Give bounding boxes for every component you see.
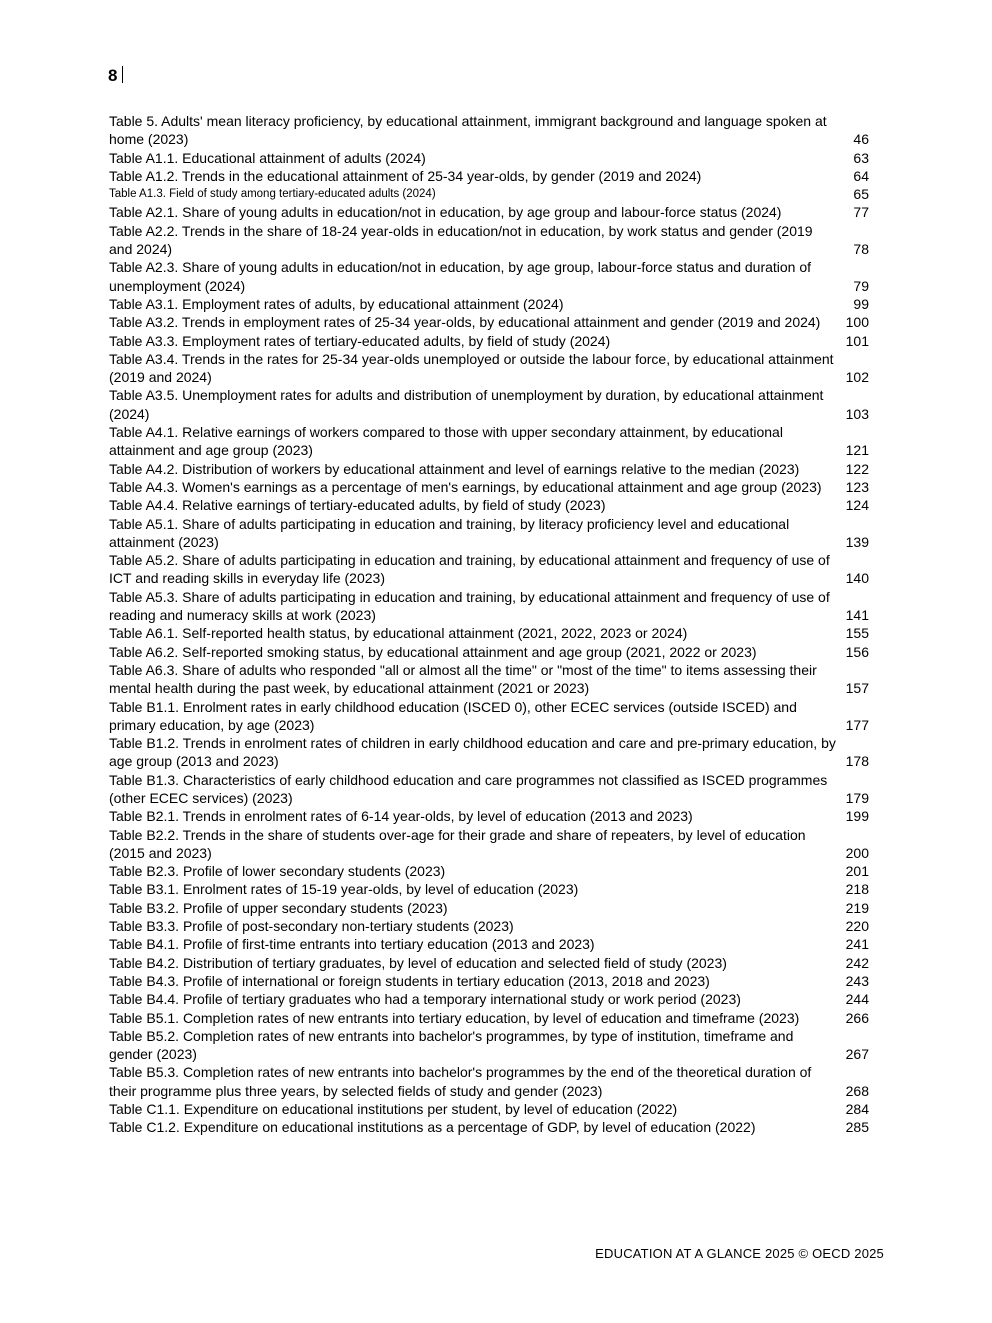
toc-entry-title: Table B4.2. Distribution of tertiary graduates, by level of education and selected field of study (2023): [109, 954, 727, 971]
toc-entry[interactable]: [109, 624, 869, 642]
toc-entry-page-number: 102: [845, 369, 869, 386]
toc-entry[interactable]: [109, 862, 869, 880]
toc-entry-page-number: 121: [845, 442, 869, 459]
toc-entry-title: Table C1.2. Expenditure on educational institutions as a percentage of GDP, by level of education (2022): [109, 1119, 756, 1136]
toc-entry-title: Table A4.4. Relative earnings of tertiary-educated adults, by field of study (2023): [109, 497, 606, 514]
toc-entry-title: Table B4.3. Profile of international or foreign students in tertiary education (2013, 2018 and 2023): [109, 972, 710, 989]
toc-entry-title: Table A5.2. Share of adults participating in education and training, by educational attainment and frequency of use of ICT and reading skills in everyday life (2023): [109, 552, 830, 587]
toc-entry-title: Table A3.1. Employment rates of adults, by educational attainment (2024): [109, 295, 564, 312]
toc-entry[interactable]: [109, 222, 869, 259]
toc-entry-page-number: 122: [845, 460, 869, 477]
toc-entry-page-number: 219: [845, 899, 869, 916]
toc-entry[interactable]: [109, 880, 869, 898]
toc-entry-page-number: 244: [845, 991, 869, 1008]
toc-entry[interactable]: [109, 350, 869, 387]
toc-entry[interactable]: [109, 1027, 869, 1064]
toc-entry-title: Table A3.5. Unemployment rates for adults and distribution of unemployment by duration, by educational attainment (2024): [109, 387, 824, 422]
toc-entry-title: Table B2.1. Trends in enrolment rates of 6-14 year-olds, by level of education (2013 and 2023): [109, 808, 693, 825]
toc-entry-page-number: 140: [845, 570, 869, 587]
toc-entry-title: Table B4.4. Profile of tertiary graduates who had a temporary international study or work period (2023): [109, 991, 741, 1008]
toc-entry-title: Table B3.3. Profile of post-secondary non-tertiary students (2023): [109, 918, 514, 935]
toc-entry-page-number: 99: [853, 295, 869, 312]
toc-entry[interactable]: [109, 1118, 869, 1136]
toc-entry-title: Table A1.2. Trends in the educational attainment of 25-34 year-olds, by gender (2019 and 2024): [109, 167, 702, 184]
toc-entry[interactable]: [109, 734, 869, 771]
toc-entry-page-number: 103: [845, 405, 869, 422]
toc-entry-title: Table B5.2. Completion rates of new entrants into bachelor's programmes, by type of institution, timeframe and gender (2023): [109, 1027, 794, 1063]
toc-entry-page-number: 65: [853, 186, 869, 203]
toc-entry-page-number: 267: [845, 1046, 869, 1063]
toc-entry-page-number: 266: [845, 1009, 869, 1026]
toc-entry[interactable]: [109, 935, 869, 953]
toc-entry[interactable]: [109, 203, 869, 221]
toc-entry-title: Table A1.3. Field of study among tertiary-educated adults (2024): [109, 188, 436, 201]
toc-entry-title: Table B3.2. Profile of upper secondary students (2023): [109, 899, 448, 916]
toc-entry[interactable]: [109, 1063, 869, 1100]
toc-entry[interactable]: [109, 478, 869, 496]
toc-entry[interactable]: [109, 990, 869, 1008]
toc-entry-page-number: 179: [845, 789, 869, 806]
toc-entry-title: Table A6.2. Self-reported smoking status, by educational attainment and age group (2021, 2022 or 2023): [109, 643, 757, 660]
toc-entry[interactable]: [109, 771, 869, 808]
toc-entry-title: Table B1.1. Enrolment rates in early childhood education (ISCED 0), other ECEC services (outside ISCED) and primary education, by age (2023): [109, 698, 797, 733]
toc-entry[interactable]: [109, 551, 869, 588]
toc-entry-page-number: 139: [845, 533, 869, 550]
toc-entry[interactable]: [109, 185, 869, 203]
toc-entry-title: Table A3.4. Trends in the rates for 25-34 year-olds unemployed or outside the labour force, by educational attainment (2019 and 2024): [109, 350, 834, 386]
toc-entry-title: Table A1.1. Educational attainment of adults (2024): [109, 149, 426, 166]
toc-entry-page-number: 199: [845, 808, 869, 825]
toc-entry-title: Table 5. Adults' mean literacy proficiency, by educational attainment, immigrant background and language spoken at home (2023): [109, 113, 827, 148]
toc-entry[interactable]: [109, 149, 869, 167]
toc-entry-title: Table B1.3. Characteristics of early childhood education and care programmes not classified as ISCED programmes (other ECEC services) (2023): [109, 771, 828, 806]
toc-entry-title: Table A5.1. Share of adults participating in education and training, by literacy proficiency level and educational attainment (2023): [109, 515, 790, 550]
toc-entry[interactable]: [109, 899, 869, 917]
toc-entry-page-number: 268: [845, 1082, 869, 1099]
toc-entry-page-number: 123: [845, 478, 869, 495]
toc-entry-page-number: 141: [845, 607, 869, 624]
toc-entry-page-number: 101: [845, 332, 869, 349]
toc-entry-title: Table A3.3. Employment rates of tertiary-educated adults, by field of study (2024): [109, 332, 611, 349]
toc-entry-page-number: 243: [845, 972, 869, 989]
toc-entry[interactable]: [109, 1009, 869, 1027]
toc-entry-title: Table B2.3. Profile of lower secondary students (2023): [109, 863, 446, 880]
toc-entry-title: Table A6.3. Share of adults who responded "all or almost all the time" or "most of the time" to items assessing their mental health during the past week, by educational attainment (2021 or 2023): [109, 661, 817, 697]
toc-entry[interactable]: [109, 917, 869, 935]
toc-entry-page-number: 124: [845, 497, 869, 514]
toc-entry[interactable]: [109, 167, 869, 185]
page-number-divider: [122, 66, 123, 83]
toc-entry-page-number: 155: [845, 625, 869, 642]
toc-entry-title: Table B5.1. Completion rates of new entrants into tertiary education, by level of education and timeframe (2023): [109, 1009, 800, 1026]
toc-entry[interactable]: [109, 826, 869, 863]
toc-entry-page-number: 242: [845, 954, 869, 971]
toc-entry-title: Table B2.2. Trends in the share of students over-age for their grade and share of repeaters, by level of education (2015 and 2023): [109, 826, 806, 861]
toc-entry[interactable]: [109, 515, 869, 552]
toc-entry-page-number: 157: [845, 680, 869, 697]
toc-entry-title: Table B1.2. Trends in enrolment rates of children in early childhood education and care and pre-primary education, by age group (2013 and 2023): [109, 735, 836, 770]
toc-entry-title: Table A5.3. Share of adults participating in education and training, by educational attainment and frequency of use of reading and numeracy skills at work (2023): [109, 588, 830, 624]
toc-entry[interactable]: [109, 258, 869, 295]
toc-entry-title: Table A3.2. Trends in employment rates of 25-34 year-olds, by educational attainment and gender (2019 and 2024): [109, 314, 821, 331]
toc-entry[interactable]: [109, 423, 869, 460]
toc-entry[interactable]: [109, 332, 869, 350]
toc-entry-page-number: 64: [853, 167, 869, 184]
toc-entry-title: Table A4.1. Relative earnings of workers compared to those with upper secondary attainment, by educational attainment and age group (2023): [109, 424, 783, 459]
toc-entry-page-number: 156: [845, 643, 869, 660]
toc-entry-page-number: 78: [853, 241, 869, 258]
page-number: 8: [108, 66, 123, 86]
toc-entry-page-number: 285: [845, 1119, 869, 1136]
toc-entry-page-number: 284: [845, 1101, 869, 1118]
toc-entry-title: Table B4.1. Profile of first-time entrants into tertiary education (2013 and 2023): [109, 936, 595, 953]
toc-entry-title: Table A2.1. Share of young adults in education/not in education, by age group and labour-force status (2024): [109, 204, 782, 221]
toc-entry[interactable]: [109, 460, 869, 478]
toc-entry-title: Table A4.2. Distribution of workers by educational attainment and level of earnings relative to the median (2023): [109, 460, 800, 477]
toc-entry-page-number: 241: [845, 936, 869, 953]
toc-entry-page-number: 77: [853, 204, 869, 221]
toc-entry-title: Table A2.3. Share of young adults in education/not in education, by age group, labour-force status and duration of unemployment (2024): [109, 259, 812, 294]
toc-entry-page-number: 46: [853, 131, 869, 148]
toc-entry-page-number: 177: [845, 716, 869, 733]
toc-entry[interactable]: [109, 295, 869, 313]
toc-entry[interactable]: [109, 972, 869, 990]
page-footer: EDUCATION AT A GLANCE 2025 © OECD 2025: [595, 1246, 884, 1261]
toc-entry-title: Table B3.1. Enrolment rates of 15-19 year-olds, by level of education (2023): [109, 881, 579, 898]
toc-entry-title: Table A4.3. Women's earnings as a percentage of men's earnings, by educational attainment and age group (2023): [109, 478, 822, 495]
toc-entry-page-number: 100: [845, 314, 869, 331]
toc-entry[interactable]: [109, 661, 869, 698]
toc-entry-page-number: 79: [853, 277, 869, 294]
toc-entry-page-number: 63: [853, 149, 869, 166]
toc-entry-page-number: 218: [845, 881, 869, 898]
toc-entry-page-number: 178: [845, 753, 869, 770]
toc-entry[interactable]: [109, 496, 869, 514]
toc-entry[interactable]: [109, 807, 869, 825]
toc-entry-title: Table A2.2. Trends in the share of 18-24 year-olds in education/not in education, by work status and gender (2019 and 2024): [109, 222, 813, 258]
toc-entry-page-number: 220: [845, 918, 869, 935]
toc-entry[interactable]: [109, 112, 869, 149]
toc-entry[interactable]: [109, 698, 869, 735]
toc-entry[interactable]: [109, 386, 869, 423]
toc-entry[interactable]: [109, 1100, 869, 1118]
toc-entry-page-number: 200: [845, 844, 869, 861]
toc-entry-page-number: 201: [845, 863, 869, 880]
toc-entry-title: Table A6.1. Self-reported health status, by educational attainment (2021, 2022, 2023 or 2024): [109, 625, 688, 642]
table-of-contents-list: [109, 112, 869, 1137]
toc-entry-title: Table B5.3. Completion rates of new entrants into bachelor's programmes by the end of the theoretical duration of their programme plus three years, by selected fields of study and gender (2023): [109, 1064, 812, 1099]
toc-entry[interactable]: [109, 313, 869, 331]
toc-entry-title: Table C1.1. Expenditure on educational institutions per student, by level of education (2022): [109, 1101, 678, 1118]
toc-entry[interactable]: [109, 588, 869, 625]
toc-entry[interactable]: [109, 643, 869, 661]
toc-entry[interactable]: [109, 954, 869, 972]
